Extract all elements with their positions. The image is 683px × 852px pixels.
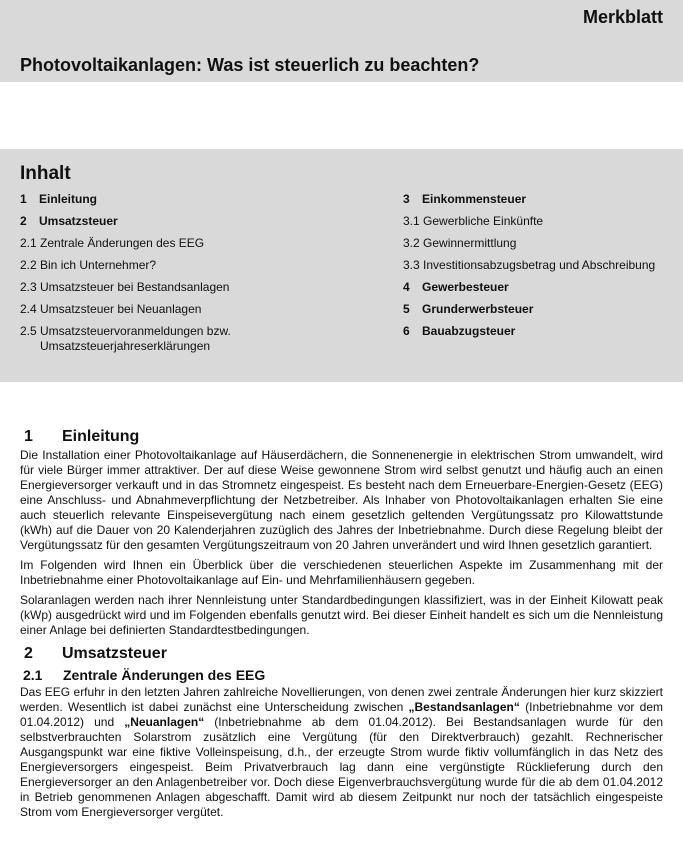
bold-term: „Bestandsanlagen“ [408, 700, 520, 714]
section-heading-2 [20, 643, 663, 665]
toc-item-label: Bauabzugsteuer [422, 324, 516, 338]
toc-item-number: 6 [403, 324, 410, 338]
toc-item-label: 2.5 Umsatzsteuervoranmeldungen bzw. [20, 324, 231, 338]
toc-item-6[interactable] [403, 324, 515, 339]
header-band [0, 0, 683, 82]
toc-item-label: 2.4 Umsatzsteuer bei Neuanlagen [20, 302, 202, 316]
toc-item-2[interactable] [20, 214, 118, 229]
table-of-contents [0, 149, 683, 382]
toc-item-label: 2.2 Bin ich Unternehmer? [20, 258, 157, 272]
toc-item-label: Umsatzsteuer [39, 214, 118, 228]
section-heading-1 [20, 426, 663, 448]
document-type-label: Merkblatt [582, 7, 663, 27]
toc-item-3[interactable] [403, 192, 526, 207]
toc-item-number: 4 [403, 280, 410, 294]
subsection-heading-2-1 [20, 665, 663, 685]
toc-item-3-2[interactable] [403, 236, 516, 251]
paragraph [20, 685, 663, 820]
toc-item-1[interactable] [20, 192, 97, 207]
paragraph-text: (Inbetriebnahme vor dem 01.04.2012) und [20, 700, 663, 729]
toc-item-2-5[interactable] [20, 324, 231, 354]
section-title: Einleitung [62, 428, 140, 445]
toc-item-label: 2.1 Zentrale Änderungen des EEG [20, 236, 205, 250]
toc-item-2-4[interactable] [20, 302, 201, 317]
document-body [20, 426, 663, 820]
paragraph: Die Installation einer Photovoltaikanlage auf Häuserdächern, die Sonnenenergie in elektrischen Strom umwandelt, wird für viele Bürger immer attraktiver. Der auf diese Weise gewonnene Strom wird selbst genutzt und häufig auch an einen Energieversorger verkauft und in das Stromnetz eingespeist. Es besteht nach dem Erneuerbare-Energien-Gesetz (EEG) eine Anschluss- und Abnahmeverpflichtung der Netzbetreiber. Als Inhaber von Photovoltaikanlagen erhalten Sie eine auch steuerlich relevante Einspeisevergütung nach einem gesetzlich geltenden Vergütungssatz pro Kilowattstunde (kWh) auf die Dauer von 20 Kalenderjahren zuzüglich des Jahres der Inbetriebnahme. Durch diese Regelung bleibt der Vergütungssatz für den gesamten Vergütungszeitraum von 20 Jahren unverändert und wird Ihnen gesetzlich garantiert. [20, 448, 663, 552]
toc-item-label: Einleitung [39, 192, 97, 206]
toc-item-number: 3 [403, 192, 410, 206]
document-title: Photovoltaikanlagen: Was ist steuerlich zu beachten? [20, 55, 480, 75]
toc-item-2-2[interactable] [20, 258, 156, 273]
section-title: Umsatzsteuer [62, 645, 167, 662]
toc-item-3-3[interactable] [403, 258, 655, 273]
toc-item-5[interactable] [403, 302, 533, 317]
subsection-title: Zentrale Änderungen des EEG [63, 667, 266, 683]
toc-item-label: Einkommensteuer [422, 192, 527, 206]
toc-item-label: 3.3 Investitionsabzugsbetrag und Abschreibung [403, 258, 656, 272]
toc-item-number: 5 [403, 302, 410, 316]
section-number: 1 [24, 428, 33, 445]
toc-item-label: Grunderwerbsteuer [422, 302, 534, 316]
toc-item-label-continuation: Umsatzsteuerjahreserklärungen [40, 339, 211, 353]
toc-heading: Inhalt [20, 163, 71, 184]
subsection-number: 2.1 [23, 667, 43, 683]
paragraph: Solaranlagen werden nach ihrer Nennleistung unter Standardbedingungen klassifiziert, was in der Einheit Kilowatt peak (kWp) ausgedrückt wird und im Folgenden ebenfalls genutzt wird. Bei dieser Einheit handelt es sich um die Nennleistung einer Anlage bei definierten Standardtestbedingungen. [20, 593, 663, 637]
toc-item-3-1[interactable] [403, 214, 543, 229]
paragraph-text: Das EEG erfuhr in den letzten Jahren zahlreiche Novellierungen, von denen zwei zentrale Änderungen hier kurz skizziert werden. Wesentlich ist dabei zunächst eine Unterscheidung zwischen [20, 685, 663, 714]
paragraph: Im Folgenden wird Ihnen ein Überblick über die verschiedenen steuerlichen Aspekte im Zusammenhang mit der Inbetriebnahme einer Photovoltaikanlage auf Ein- und Mehrfamilienhäusern gegeben. [20, 558, 663, 587]
toc-item-number: 2 [20, 214, 27, 228]
bold-term: „Neuanlagen“ [124, 715, 205, 729]
toc-item-label: 2.3 Umsatzsteuer bei Bestandsanlagen [20, 280, 230, 294]
toc-item-2-3[interactable] [20, 280, 229, 295]
toc-item-2-1[interactable] [20, 236, 204, 251]
paragraph-text: (Inbetriebnahme ab dem 01.04.2012). Bei Bestandsanlagen wurde für den selbstverbrauchten Solarstrom zusätzlich eine Vergütung (für den Direktverbrauch) gezahlt. Rechnerischer Ausgangspunkt war eine fiktive Volleinspeisung, d.h., der erzeugte Strom wurde fiktiv vollumfänglich in das Netz des Energieversorgers eingespeist. Beim Privatverbrauch lag dann eine vergünstigte Rücklieferung durch den Energieversorger an den Anlagenbetreiber vor. Doch diese Eigenverbrauchsvergütung wurde für die ab dem 01.04.2012 in Betrieb genommenen Anlagen abgeschafft. Damit wird ab diesem Zeitpunkt nur noch der tatsächlich eingespeiste Strom vom Energieversorger vergütet. [20, 715, 663, 819]
toc-item-label: Gewerbesteuer [422, 280, 509, 294]
toc-item-4[interactable] [403, 280, 509, 295]
section-number: 2 [24, 645, 33, 662]
toc-item-label: 3.1 Gewerbliche Einkünfte [403, 214, 544, 228]
toc-item-label: 3.2 Gewinnermittlung [403, 236, 517, 250]
toc-item-number: 1 [20, 192, 27, 206]
